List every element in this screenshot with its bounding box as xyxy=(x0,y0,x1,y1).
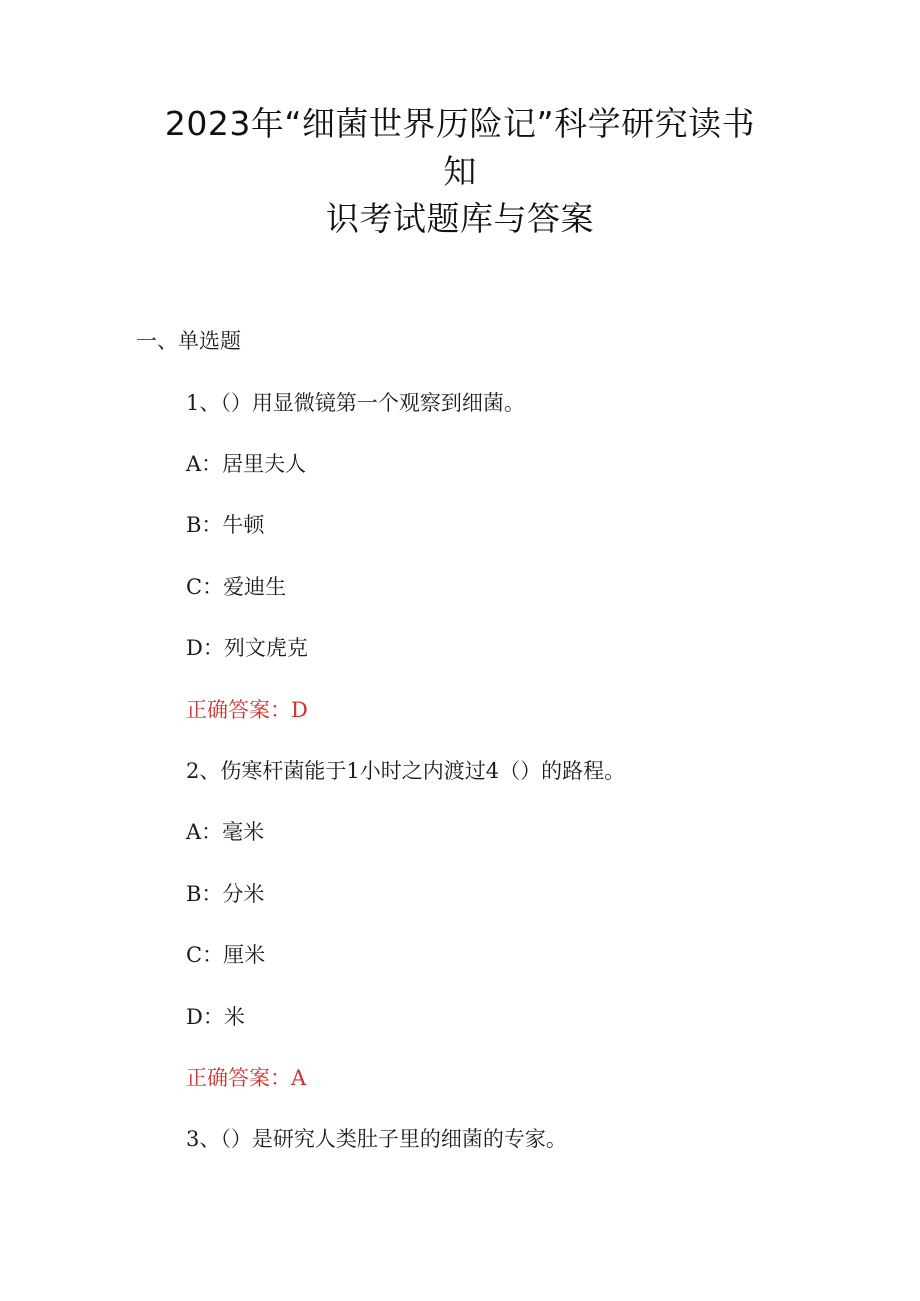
question-1-option-b: B：牛顿 xyxy=(186,513,265,537)
question-1-option-c: C：爱迪生 xyxy=(186,575,287,599)
document-title-line-2: 知 xyxy=(443,152,477,191)
question-1-text: 1、（）用显微镜第一个观察到细菌。 xyxy=(186,391,525,415)
question-2-option-b: B：分米 xyxy=(186,882,265,906)
question-1-option-a: A：居里夫人 xyxy=(186,452,307,476)
document-title-line-1: 2023年“细菌世界历险记”科学研究读书 xyxy=(164,104,756,143)
question-2-text: 2、伤寒杆菌能于1小时之内渡过4（）的路程。 xyxy=(186,759,626,783)
section-heading: 一、单选题 xyxy=(136,329,241,353)
question-3-text: 3、（）是研究人类肚子里的细菌的专家。 xyxy=(186,1127,567,1151)
document-title-line-3: 识考试题库与答案 xyxy=(326,199,594,238)
question-2-option-c: C：厘米 xyxy=(186,943,266,967)
question-2-option-d: D：米 xyxy=(186,1005,245,1029)
question-2-answer: 正确答案：A xyxy=(186,1066,307,1090)
question-1-option-d: D：列文虎克 xyxy=(186,636,308,660)
question-2-option-a: A：毫米 xyxy=(186,820,265,844)
question-1-answer: 正确答案：D xyxy=(186,698,308,722)
